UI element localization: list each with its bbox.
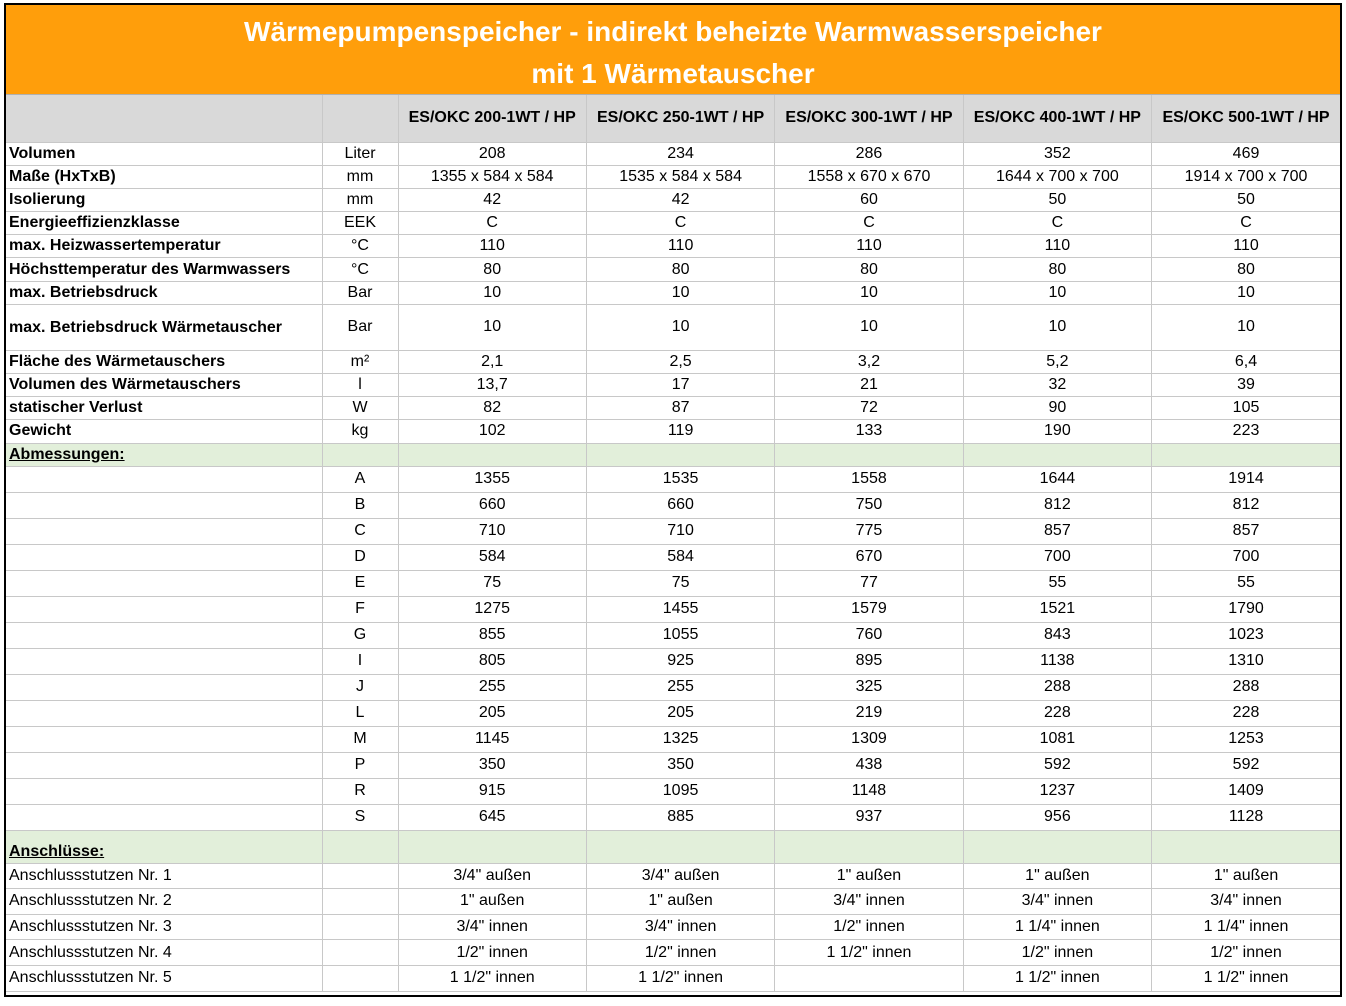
connection-value: 1 1/2" innen [775, 940, 963, 966]
dimension-value: 205 [398, 700, 586, 726]
connection-value: 1/2" innen [775, 914, 963, 940]
connection-value: 3/4" innen [963, 889, 1151, 915]
dimension-row [6, 570, 1340, 596]
dimension-value: 255 [586, 674, 774, 700]
dimension-value: 325 [775, 674, 963, 700]
dimension-key: R [322, 778, 398, 804]
dimension-value: 584 [398, 544, 586, 570]
dimension-value: 75 [398, 570, 586, 596]
spec-label: Volumen [6, 142, 322, 165]
dimension-value: 77 [775, 570, 963, 596]
section-empty-cell [322, 443, 398, 466]
section-empty-cell [1152, 830, 1340, 863]
spec-unit: Liter [322, 142, 398, 165]
dimension-value: 1790 [1152, 596, 1340, 622]
dimension-key: M [322, 726, 398, 752]
dimension-value: 760 [775, 622, 963, 648]
dimension-key: D [322, 544, 398, 570]
dimension-value: 1237 [963, 778, 1151, 804]
dimension-value: 75 [586, 570, 774, 596]
dimension-key: C [322, 518, 398, 544]
dimension-value: 857 [963, 518, 1151, 544]
spec-row [6, 350, 1340, 373]
spec-unit: mm [322, 188, 398, 211]
spec-value: 10 [586, 304, 774, 350]
dimension-row [6, 648, 1340, 674]
spec-value: 110 [586, 235, 774, 258]
dimension-value: 1145 [398, 726, 586, 752]
dimension-value: 288 [1152, 674, 1340, 700]
dimension-value: 438 [775, 752, 963, 778]
dimension-value: 228 [1152, 700, 1340, 726]
dimension-empty-label [6, 544, 322, 570]
dimension-row [6, 674, 1340, 700]
spec-value: 286 [775, 142, 963, 165]
connection-unit-empty [322, 889, 398, 915]
spec-label: Höchsttemperatur des Warmwassers [6, 258, 322, 281]
spec-value: 50 [963, 188, 1151, 211]
connection-label: Anschlussstutzen Nr. 5 [6, 965, 322, 991]
spec-unit: mm [322, 165, 398, 188]
spec-value: C [963, 212, 1151, 235]
connection-row [6, 965, 1340, 991]
title-line-1: Wärmepumpenspeicher - indirekt beheizte Warmwasserspeicher [244, 16, 1102, 47]
dimension-key: J [322, 674, 398, 700]
connection-value: 1" außen [398, 889, 586, 915]
spec-value: 80 [586, 258, 774, 281]
connection-value: 3/4" innen [398, 914, 586, 940]
dimension-value: 1355 [398, 466, 586, 492]
dimension-value: 1409 [1152, 778, 1340, 804]
dimension-empty-label [6, 674, 322, 700]
spec-row [6, 397, 1340, 420]
section-empty-cell [775, 830, 963, 863]
spec-row [6, 212, 1340, 235]
dimension-value: 1253 [1152, 726, 1340, 752]
header-label-cell [6, 95, 322, 142]
spec-value: 1535 x 584 x 584 [586, 165, 774, 188]
dimension-value: 1081 [963, 726, 1151, 752]
connection-value: 1" außen [963, 863, 1151, 889]
spec-value: 102 [398, 420, 586, 443]
dimension-value: 592 [1152, 752, 1340, 778]
spec-value: 133 [775, 420, 963, 443]
dimension-empty-label [6, 466, 322, 492]
spec-value: 60 [775, 188, 963, 211]
spec-value: 110 [398, 235, 586, 258]
dimension-value: 205 [586, 700, 774, 726]
dimension-value: 857 [1152, 518, 1340, 544]
connection-row [6, 863, 1340, 889]
dimension-row [6, 544, 1340, 570]
dimension-value: 1914 [1152, 466, 1340, 492]
spec-unit: EEK [322, 212, 398, 235]
spec-unit: °C [322, 235, 398, 258]
spec-row [6, 420, 1340, 443]
section-empty-cell [586, 830, 774, 863]
dimension-empty-label [6, 518, 322, 544]
spec-value: 352 [963, 142, 1151, 165]
spec-unit: W [322, 397, 398, 420]
spec-value: 3,2 [775, 350, 963, 373]
spec-row [6, 235, 1340, 258]
model-header: ES/OKC 300-1WT / HP [775, 95, 963, 142]
dimension-value: 925 [586, 648, 774, 674]
spec-value: 90 [963, 397, 1151, 420]
connection-unit-empty [322, 965, 398, 991]
dimension-value: 288 [963, 674, 1151, 700]
dimension-value: 1310 [1152, 648, 1340, 674]
dimension-value: 55 [1152, 570, 1340, 596]
dimension-value: 1275 [398, 596, 586, 622]
spec-value: 10 [775, 281, 963, 304]
dimension-row [6, 518, 1340, 544]
spec-value: 10 [1152, 304, 1340, 350]
dimension-value: 956 [963, 804, 1151, 830]
connection-value: 1/2" innen [398, 940, 586, 966]
spec-value: 80 [1152, 258, 1340, 281]
spec-sheet [4, 3, 1342, 997]
header-unit-cell [322, 95, 398, 142]
spec-value: 6,4 [1152, 350, 1340, 373]
spec-value: 87 [586, 397, 774, 420]
section-empty-cell [398, 830, 586, 863]
spec-label: Energieeffizienzklasse [6, 212, 322, 235]
dimension-row [6, 596, 1340, 622]
dimension-value: 710 [398, 518, 586, 544]
connection-label: Anschlussstutzen Nr. 4 [6, 940, 322, 966]
dimension-empty-label [6, 752, 322, 778]
spec-value: 234 [586, 142, 774, 165]
dimension-value: 1521 [963, 596, 1151, 622]
connection-value: 1 1/2" innen [586, 965, 774, 991]
connection-value: 3/4" innen [586, 914, 774, 940]
spec-value: 10 [586, 281, 774, 304]
dimension-value: 843 [963, 622, 1151, 648]
spec-value: 32 [963, 374, 1151, 397]
dimension-value: 592 [963, 752, 1151, 778]
dimension-row [6, 726, 1340, 752]
connection-row [6, 914, 1340, 940]
section-empty-cell [1152, 443, 1340, 466]
dimension-value: 1558 [775, 466, 963, 492]
connection-label: Anschlussstutzen Nr. 2 [6, 889, 322, 915]
spec-row [6, 258, 1340, 281]
spec-row [6, 374, 1340, 397]
dimension-empty-label [6, 596, 322, 622]
dimension-row [6, 622, 1340, 648]
spec-value: 80 [398, 258, 586, 281]
spec-value: 42 [398, 188, 586, 211]
spec-value: 1644 x 700 x 700 [963, 165, 1151, 188]
spec-value: C [586, 212, 774, 235]
connection-value: 1/2" innen [1152, 940, 1340, 966]
spec-unit: l [322, 374, 398, 397]
spec-value: 39 [1152, 374, 1340, 397]
spec-value: 10 [398, 281, 586, 304]
connection-value: 1/2" innen [586, 940, 774, 966]
connection-value: 1 1/2" innen [1152, 965, 1340, 991]
spec-row [6, 165, 1340, 188]
spec-label: Fläche des Wärmetauschers [6, 350, 322, 373]
dimension-empty-label [6, 622, 322, 648]
spec-row [6, 142, 1340, 165]
dimension-key: I [322, 648, 398, 674]
spec-value: 10 [775, 304, 963, 350]
dimension-key: B [322, 492, 398, 518]
dimension-value: 1309 [775, 726, 963, 752]
dimension-row [6, 752, 1340, 778]
connection-value: 1 1/2" innen [963, 965, 1151, 991]
dimension-value: 228 [963, 700, 1151, 726]
dimension-empty-label [6, 648, 322, 674]
connection-value: 1 1/4" innen [963, 914, 1151, 940]
section-empty-cell [963, 443, 1151, 466]
model-header: ES/OKC 250-1WT / HP [586, 95, 774, 142]
spec-value: 105 [1152, 397, 1340, 420]
spec-label: max. Betriebsdruck [6, 281, 322, 304]
spec-row [6, 304, 1340, 350]
dimension-key: A [322, 466, 398, 492]
connection-unit-empty [322, 863, 398, 889]
dimension-value: 255 [398, 674, 586, 700]
spec-value: 50 [1152, 188, 1340, 211]
connection-label: Anschlussstutzen Nr. 1 [6, 863, 322, 889]
spec-label: Isolierung [6, 188, 322, 211]
dimensions-section-label: Abmessungen: [6, 443, 322, 466]
connections-section-row [6, 830, 1340, 863]
spec-unit: m² [322, 350, 398, 373]
spec-value: 72 [775, 397, 963, 420]
spec-value: 469 [1152, 142, 1340, 165]
connection-value: 1" außen [586, 889, 774, 915]
model-header: ES/OKC 500-1WT / HP [1152, 95, 1340, 142]
dimension-value: 775 [775, 518, 963, 544]
dimension-key: G [322, 622, 398, 648]
spec-value: C [775, 212, 963, 235]
dimension-value: 1535 [586, 466, 774, 492]
spec-value: 21 [775, 374, 963, 397]
dimension-value: 55 [963, 570, 1151, 596]
spec-value: 110 [775, 235, 963, 258]
connection-value: 1" außen [775, 863, 963, 889]
dimension-value: 660 [586, 492, 774, 518]
spec-value: 10 [963, 304, 1151, 350]
connection-unit-empty [322, 914, 398, 940]
section-empty-cell [586, 443, 774, 466]
connection-row [6, 940, 1340, 966]
dimension-key: S [322, 804, 398, 830]
connection-value: 3/4" außen [586, 863, 774, 889]
dimension-value: 1128 [1152, 804, 1340, 830]
section-empty-cell [398, 443, 586, 466]
spec-label: Volumen des Wärmetauschers [6, 374, 322, 397]
spec-value: 223 [1152, 420, 1340, 443]
connection-value: 3/4" außen [398, 863, 586, 889]
title-line-2: mit 1 Wärmetauscher [531, 58, 815, 89]
spec-value: 190 [963, 420, 1151, 443]
connection-value: 1 1/2" innen [398, 965, 586, 991]
spec-row [6, 281, 1340, 304]
dimension-value: 1644 [963, 466, 1151, 492]
section-empty-cell [963, 830, 1151, 863]
connection-value [775, 965, 963, 991]
spec-value: 1914 x 700 x 700 [1152, 165, 1340, 188]
dimension-key: P [322, 752, 398, 778]
connections-section-label: Anschlüsse: [6, 830, 322, 863]
spec-value: 208 [398, 142, 586, 165]
connection-unit-empty [322, 940, 398, 966]
dimension-row [6, 700, 1340, 726]
connection-value: 1" außen [1152, 863, 1340, 889]
dimension-value: 750 [775, 492, 963, 518]
spec-value: 2,5 [586, 350, 774, 373]
spec-value: C [1152, 212, 1340, 235]
dimension-value: 855 [398, 622, 586, 648]
dimension-value: 1095 [586, 778, 774, 804]
dimension-key: F [322, 596, 398, 622]
header-row [6, 95, 1340, 142]
dimension-value: 660 [398, 492, 586, 518]
dimension-value: 350 [398, 752, 586, 778]
dimension-value: 895 [775, 648, 963, 674]
model-header: ES/OKC 400-1WT / HP [963, 95, 1151, 142]
spec-unit: Bar [322, 304, 398, 350]
dimension-value: 350 [586, 752, 774, 778]
dimension-empty-label [6, 726, 322, 752]
dimension-value: 670 [775, 544, 963, 570]
dimension-value: 805 [398, 648, 586, 674]
dimension-row [6, 466, 1340, 492]
spec-value: 10 [963, 281, 1151, 304]
dimension-row [6, 804, 1340, 830]
dimension-key: E [322, 570, 398, 596]
spec-unit: kg [322, 420, 398, 443]
section-empty-cell [775, 443, 963, 466]
sheet-title [6, 5, 1340, 95]
spec-value: 13,7 [398, 374, 586, 397]
dimension-value: 937 [775, 804, 963, 830]
dimension-row [6, 492, 1340, 518]
spec-unit: Bar [322, 281, 398, 304]
dimension-value: 1579 [775, 596, 963, 622]
dimension-value: 812 [1152, 492, 1340, 518]
section-empty-cell [322, 830, 398, 863]
spec-value: 42 [586, 188, 774, 211]
dimension-value: 885 [586, 804, 774, 830]
spec-value: 80 [775, 258, 963, 281]
dimension-value: 1023 [1152, 622, 1340, 648]
spec-value: 80 [963, 258, 1151, 281]
dimension-row [6, 778, 1340, 804]
dimension-value: 584 [586, 544, 774, 570]
dimension-value: 700 [1152, 544, 1340, 570]
spec-unit: °C [322, 258, 398, 281]
spec-value: 1355 x 584 x 584 [398, 165, 586, 188]
connection-value: 3/4" innen [1152, 889, 1340, 915]
dimension-value: 1455 [586, 596, 774, 622]
spec-value: 1558 x 670 x 670 [775, 165, 963, 188]
connection-label: Anschlussstutzen Nr. 3 [6, 914, 322, 940]
dimension-empty-label [6, 778, 322, 804]
model-header: ES/OKC 200-1WT / HP [398, 95, 586, 142]
connection-row [6, 889, 1340, 915]
connection-value: 1 1/4" innen [1152, 914, 1340, 940]
dimension-value: 645 [398, 804, 586, 830]
spec-label: max. Betriebsdruck Wärmetauscher [6, 304, 322, 350]
spec-value: 17 [586, 374, 774, 397]
connection-value: 3/4" innen [775, 889, 963, 915]
dimension-value: 1325 [586, 726, 774, 752]
spec-value: 110 [1152, 235, 1340, 258]
spec-row [6, 188, 1340, 211]
dimension-value: 812 [963, 492, 1151, 518]
spec-value: 110 [963, 235, 1151, 258]
spec-value: 119 [586, 420, 774, 443]
spec-label: Maße (HxTxB) [6, 165, 322, 188]
spec-label: max. Heizwassertemperatur [6, 235, 322, 258]
spec-table [6, 95, 1340, 992]
spec-value: 2,1 [398, 350, 586, 373]
dimension-value: 700 [963, 544, 1151, 570]
spec-value: 10 [1152, 281, 1340, 304]
dimension-value: 1138 [963, 648, 1151, 674]
spec-label: Gewicht [6, 420, 322, 443]
spec-label: statischer Verlust [6, 397, 322, 420]
dimension-empty-label [6, 700, 322, 726]
spec-value: 5,2 [963, 350, 1151, 373]
spec-value: 10 [398, 304, 586, 350]
dimension-value: 710 [586, 518, 774, 544]
spec-value: 82 [398, 397, 586, 420]
dimension-empty-label [6, 492, 322, 518]
dimension-value: 1148 [775, 778, 963, 804]
spec-value: C [398, 212, 586, 235]
dimension-key: L [322, 700, 398, 726]
dimension-value: 219 [775, 700, 963, 726]
dimension-empty-label [6, 570, 322, 596]
dimension-value: 915 [398, 778, 586, 804]
connection-value: 1/2" innen [963, 940, 1151, 966]
dimension-value: 1055 [586, 622, 774, 648]
dimensions-section-row [6, 443, 1340, 466]
dimension-empty-label [6, 804, 322, 830]
